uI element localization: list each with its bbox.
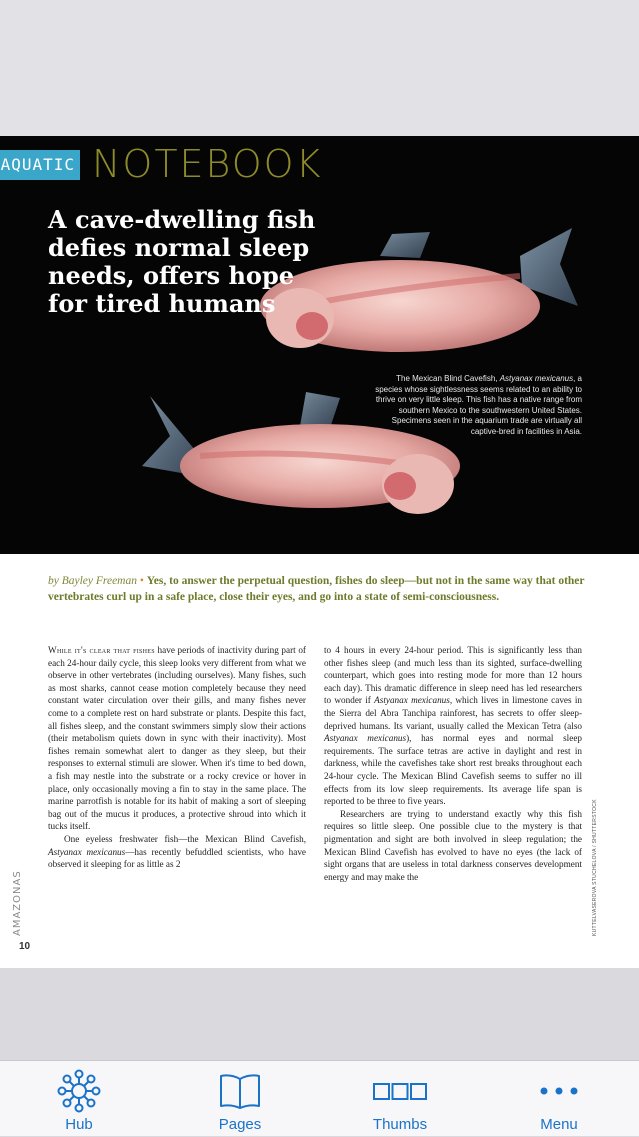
photo-caption: The Mexican Blind Cavefish, Astyanax mexicanus, a species whose sightlessness seems related to an ability to thrive on very little sleep. This fish has a native range from southern Mexico to the southwestern United States. Specimens seen in the aquarium trade are virtually all captive-bred in facilities in Asia. xyxy=(375,374,582,436)
menu-icon xyxy=(537,1085,581,1097)
hub-icon xyxy=(57,1069,101,1113)
hero-image xyxy=(0,136,639,554)
author-name: by Bayley Freeman xyxy=(48,575,137,587)
article-dek: Yes, to answer the perpetual question, fishes do sleep—but not in the same way that other vertebrates curl up in a safe place, close their eyes, and go into a state of semi-consciousness. xyxy=(48,575,585,603)
tab-menu[interactable] xyxy=(499,1061,619,1137)
thumbs-icon xyxy=(372,1081,428,1105)
magazine-logo: AMAZONAS xyxy=(12,870,23,936)
top-background xyxy=(0,0,639,136)
tab-pages-label: Pages xyxy=(218,1116,262,1133)
byline xyxy=(48,573,588,605)
tab-thumbs[interactable] xyxy=(340,1061,460,1137)
pages-icon xyxy=(218,1071,262,1111)
section-kicker-label: AQUATIC xyxy=(0,150,80,180)
lead-in: While it's clear that fishes xyxy=(48,645,155,655)
cavefish-illustration xyxy=(0,136,639,554)
tab-pages[interactable] xyxy=(180,1061,300,1137)
article-headline: A cave-dwelling fish defies normal sleep needs, offers hope for tired humans xyxy=(48,205,316,318)
page-number: 10 xyxy=(19,941,31,952)
magazine-page[interactable] xyxy=(0,136,639,968)
tab-hub-label: Hub xyxy=(65,1116,93,1133)
tab-hub[interactable] xyxy=(19,1061,139,1137)
section-title: NOTEBOOK xyxy=(92,142,323,186)
tab-thumbs-label: Thumbs xyxy=(372,1116,428,1133)
body-column-1: While it's clear that fishes have periods of inactivity during part of each 24-hour daily cycle, this sleep looks very different from what we observe in other vertebrates (including ourselves). Many fishes, such as most sharks, cannot cease motion completely because they need constant water circulation over their gills, and many fishes never come to a complete rest on hard substrate or plants. Despite this fact, all fishes sleep, and the constant swimmers simply slow their actions (their metabolism quiets down in sync with their inactivity). Most fishes remain somewhat alert to danger as they sleep, but their responses to external stimuli are slower. When it's time to bed down, a fish may nestle into the substrate or a rocky crevice or hover in place, only occasionally moving a fin to stay in the same place. The marine parrotfish is notable for its habit of making a sort of sleeping bag out of the mucus it produces, a protective shroud into which it tucks itself. One eyeless freshwater fish—the Mexican Blind Cavefish, Astyanax mexicanus—has recently befuddled scientists, who have observed it sleeping for as little as 2 xyxy=(48,645,306,870)
byline-bullet: • xyxy=(139,575,144,587)
tab-menu-label: Menu xyxy=(540,1116,578,1133)
photo-credit: KUTTELVASEROVA STUCHELOVA / SHUTTERSTOCK xyxy=(592,799,598,936)
bottom-tab-bar xyxy=(0,1060,639,1136)
body-column-2: to 4 hours in every 24-hour period. This is significantly less than other fishes sleep (and much less than its sighted, surface-dwelling counterpart, which goes into resting mode for more than 12 hours each day). This dramatic difference in sleep need has led researchers to wonder if Astyanax mexicanus, which lives in limestone caves in the Sierra del Abra Tanchipa rainforest, has secrets to offer sleep-deprived humans. Its variant, usually called the Mexican Tetra (also Astyanax mexicanus), has normal eyes and normal sleep requirements. The surface tetras are active in daylight and rest in darkness, while the cavefishes take short rest breaks throughout each 24-hour cycle. The Mexican Blind Cavefish seems to suffer no ill effects from its low sleep requirements. Its average life span is reported to be three to five years. Researchers are trying to understand exactly why this fish requires so little sleep. One possible clue to the mystery is that pigmentation and sight are both involved in sleep regulation; the Mexican Blind Cavefish has evolved to have no eyes (the lack of sight organs that are useless in total darkness conserves development energy and may make the xyxy=(324,645,582,882)
